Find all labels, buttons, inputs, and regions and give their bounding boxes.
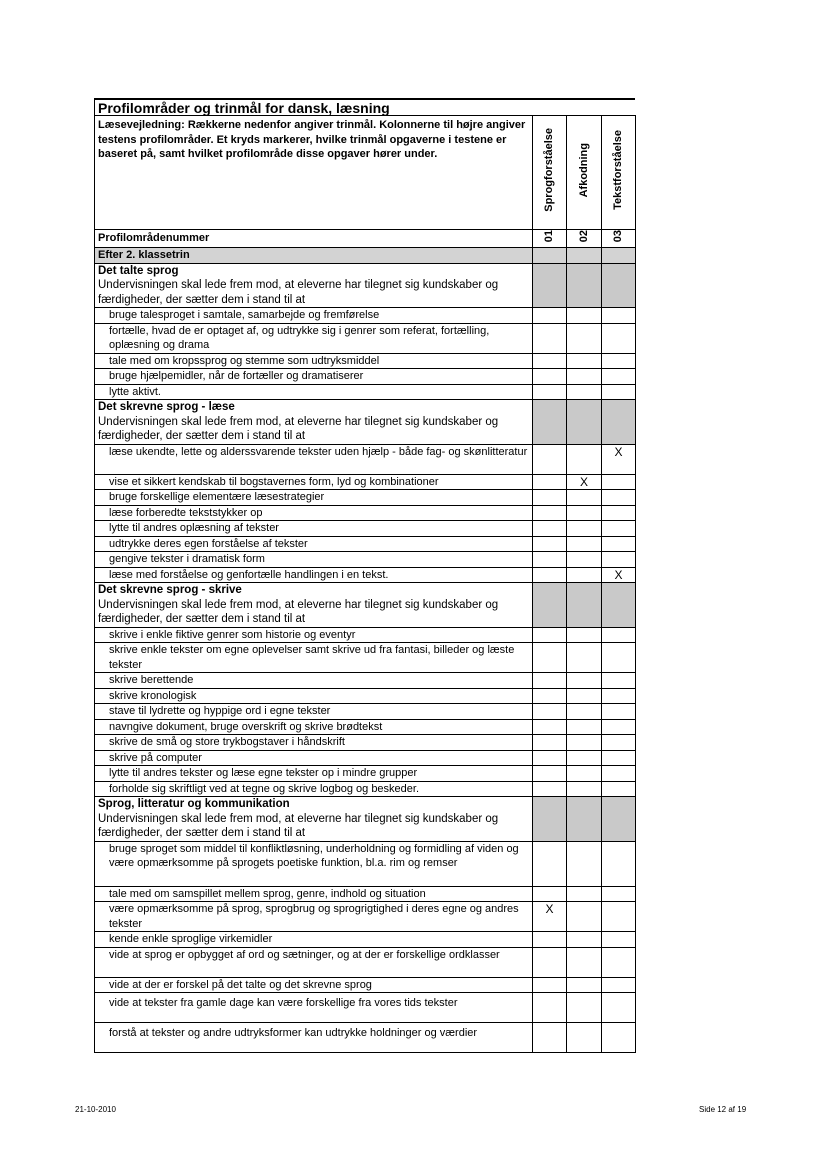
goal-text: være opmærksomme på sprog, sprogbrug og sprogrigtighed i deres egne og andres tekster <box>95 902 533 932</box>
section-title-cell <box>95 263 533 308</box>
mark-cell <box>533 766 567 782</box>
mark-cell <box>602 781 636 797</box>
mark-cell <box>567 766 602 782</box>
shaded-cell <box>533 263 567 308</box>
mark-cell <box>602 369 636 385</box>
mark-cell <box>533 993 567 1023</box>
mark-cell <box>533 1023 567 1053</box>
reading-guide: Læsevejledning: Rækkerne nedenfor angiver trinmål. Kolonnerne til højre angiver testens profilområder. Et kryds markerer, hvilke trinmål opgaverne i testene er baseret på, samt hvilket profilområde disse opgaver hører under. <box>95 116 533 230</box>
column-header-sprogforstaaelse: Sprogforståelse <box>533 116 567 230</box>
mark-cell <box>567 841 602 886</box>
shaded-cell <box>533 583 567 628</box>
mark-cell <box>602 353 636 369</box>
section-intro: Undervisningen skal lede frem mod, at eleverne har tilegnet sig kundskaber og færdigheder, der sætter dem i stand til at <box>98 598 499 625</box>
goal-row <box>95 1023 636 1053</box>
mark-cell <box>602 841 636 886</box>
mark-cell <box>567 902 602 932</box>
goal-text: vise et sikkert kendskab til bogstavernes form, lyd og kombinationer <box>95 474 533 490</box>
goal-text: skrive de små og store trykbogstaver i håndskrift <box>95 735 533 751</box>
mark-cell <box>567 567 602 583</box>
mark-cell <box>533 719 567 735</box>
mark-cell <box>602 719 636 735</box>
goal-text: tale med om kropssprog og stemme som udtryksmiddel <box>95 353 533 369</box>
mark-cell <box>602 627 636 643</box>
goal-text: skrive på computer <box>95 750 533 766</box>
goal-row <box>95 719 636 735</box>
section-name: Det skrevne sprog - læse <box>98 401 235 413</box>
mark-cell <box>567 735 602 751</box>
goal-text: kende enkle sproglige virkemidler <box>95 932 533 948</box>
goal-row <box>95 567 636 583</box>
mark-cell <box>567 688 602 704</box>
goal-row <box>95 627 636 643</box>
goal-text: læse med forståelse og genfortælle handlingen i en tekst. <box>95 567 533 583</box>
section-intro: Undervisningen skal lede frem mod, at eleverne har tilegnet sig kundskaber og færdigheder, der sætter dem i stand til at <box>98 812 499 839</box>
mark-cell <box>567 627 602 643</box>
shaded-cell <box>533 797 567 842</box>
column-number-03: 03 <box>602 230 636 248</box>
mark-cell <box>567 704 602 720</box>
mark-cell <box>533 474 567 490</box>
mark-cell <box>533 750 567 766</box>
mark-cell <box>567 384 602 400</box>
goal-row <box>95 673 636 689</box>
mark-cell <box>602 552 636 568</box>
shaded-cell <box>602 263 636 308</box>
goal-text: skrive berettende <box>95 673 533 689</box>
section-intro: Undervisningen skal lede frem mod, at eleverne har tilegnet sig kundskaber og færdigheder, der sætter dem i stand til at <box>98 415 499 442</box>
column-number-01: 01 <box>533 230 567 248</box>
goal-text: lytte aktivt. <box>95 384 533 400</box>
mark-cell <box>533 688 567 704</box>
mark-cell <box>602 977 636 993</box>
mark-cell <box>567 308 602 324</box>
goal-text: vide at sprog er opbygget af ord og sætninger, og at der er forskellige ordklasser <box>95 947 533 977</box>
mark-cell <box>567 993 602 1023</box>
mark-cell <box>533 490 567 506</box>
mark-cell <box>533 886 567 902</box>
mark-cell <box>567 490 602 506</box>
goal-row <box>95 369 636 385</box>
goal-row <box>95 444 636 474</box>
goal-text: navngive dokument, bruge overskrift og skrive brødtekst <box>95 719 533 735</box>
column-header-tekstforstaaelse: Tekstforståelse <box>602 116 636 230</box>
mark-cell <box>602 490 636 506</box>
mark-cell <box>533 977 567 993</box>
section-header <box>95 263 636 308</box>
mark-cell <box>533 781 567 797</box>
goal-row <box>95 490 636 506</box>
goal-text: bruge talesproget i samtale, samarbejde og fremførelse <box>95 308 533 324</box>
mark-cell <box>533 932 567 948</box>
goal-text: skrive i enkle fiktive genrer som historie og eventyr <box>95 627 533 643</box>
goal-row <box>95 735 636 751</box>
goal-row <box>95 536 636 552</box>
shaded-cell <box>567 797 602 842</box>
shaded-cell <box>602 797 636 842</box>
mark-cell: X <box>602 444 636 474</box>
mark-cell <box>567 781 602 797</box>
mark-cell <box>567 505 602 521</box>
goal-row <box>95 552 636 568</box>
mark-cell <box>533 947 567 977</box>
footer-date: 21-10-2010 <box>75 1105 116 1114</box>
mark-cell <box>602 750 636 766</box>
mark-cell <box>602 902 636 932</box>
grade-row <box>95 248 636 264</box>
goal-row <box>95 977 636 993</box>
goal-row <box>95 947 636 977</box>
section-name: Det skrevne sprog - skrive <box>98 584 242 596</box>
mark-cell <box>533 536 567 552</box>
page-title: Profilområder og trinmål for dansk, læsning <box>94 98 635 115</box>
mark-cell <box>602 993 636 1023</box>
goal-row <box>95 323 636 353</box>
goal-text: bruge hjælpemidler, når de fortæller og dramatiserer <box>95 369 533 385</box>
goal-text: bruge sproget som middel til konfliktløsning, underholdning og formidling af viden og være opmærksomme på sprogets poetiske funktion, bl.a. rim og remser <box>95 841 533 886</box>
mark-cell <box>602 323 636 353</box>
section-intro: Undervisningen skal lede frem mod, at eleverne har tilegnet sig kundskaber og færdigheder, der sætter dem i stand til at <box>98 279 499 306</box>
mark-cell <box>567 444 602 474</box>
mark-cell <box>533 673 567 689</box>
goal-text: skrive kronologisk <box>95 688 533 704</box>
section-title-cell <box>95 583 533 628</box>
mark-cell: X <box>567 474 602 490</box>
goal-row <box>95 781 636 797</box>
mark-cell <box>533 323 567 353</box>
mark-cell <box>567 886 602 902</box>
mark-cell <box>567 643 602 673</box>
number-row-label: Profilområdenummer <box>95 230 533 248</box>
shaded-cell <box>567 583 602 628</box>
mark-cell <box>567 353 602 369</box>
mark-cell <box>567 552 602 568</box>
mark-cell <box>533 353 567 369</box>
mark-cell <box>602 688 636 704</box>
section-name: Det talte sprog <box>98 264 179 277</box>
number-row <box>95 230 636 248</box>
mark-cell <box>567 673 602 689</box>
goal-row <box>95 353 636 369</box>
goal-text: lytte til andres tekster og læse egne tekster op i mindre grupper <box>95 766 533 782</box>
mark-cell <box>567 750 602 766</box>
mark-cell <box>533 505 567 521</box>
section-title-cell <box>95 797 533 842</box>
shaded-cell <box>533 400 567 445</box>
goal-text: stave til lydrette og hyppige ord i egne tekster <box>95 704 533 720</box>
mark-cell <box>533 369 567 385</box>
footer-page-number: Side 12 af 19 <box>699 1105 747 1114</box>
goal-row <box>95 474 636 490</box>
mark-cell <box>602 766 636 782</box>
shaded-cell <box>567 263 602 308</box>
goal-row <box>95 902 636 932</box>
goal-row <box>95 993 636 1023</box>
section-header <box>95 400 636 445</box>
goal-text: forholde sig skriftligt ved at tegne og skrive logbog og beskeder. <box>95 781 533 797</box>
mark-cell <box>602 673 636 689</box>
mark-cell <box>567 323 602 353</box>
mark-cell <box>533 384 567 400</box>
mark-cell <box>533 704 567 720</box>
mark-cell <box>533 627 567 643</box>
profile-table <box>94 115 636 1053</box>
goal-text: tale med om samspillet mellem sprog, genre, indhold og situation <box>95 886 533 902</box>
goal-row <box>95 841 636 886</box>
mark-cell <box>533 552 567 568</box>
mark-cell <box>602 384 636 400</box>
mark-cell <box>533 308 567 324</box>
goal-row <box>95 750 636 766</box>
goal-text: udtrykke deres egen forståelse af tekster <box>95 536 533 552</box>
goal-row <box>95 688 636 704</box>
goal-text: fortælle, hvad de er optaget af, og udtrykke sig i genrer som referat, fortælling, oplæsning og drama <box>95 323 533 353</box>
column-number-02: 02 <box>567 230 602 248</box>
goal-row <box>95 521 636 537</box>
section-title-cell <box>95 400 533 445</box>
grade-label: Efter 2. klassetrin <box>95 248 533 264</box>
mark-cell <box>602 947 636 977</box>
mark-cell <box>602 474 636 490</box>
goal-row <box>95 384 636 400</box>
mark-cell <box>533 444 567 474</box>
goal-text: læse ukendte, lette og alderssvarende tekster uden hjælp - både fag- og skønlitteratur <box>95 444 533 474</box>
shaded-cell <box>602 400 636 445</box>
goal-row <box>95 932 636 948</box>
mark-cell <box>602 505 636 521</box>
mark-cell <box>602 932 636 948</box>
goal-text: gengive tekster i dramatisk form <box>95 552 533 568</box>
goal-row <box>95 766 636 782</box>
mark-cell <box>533 567 567 583</box>
goal-text: vide at der er forskel på det talte og det skrevne sprog <box>95 977 533 993</box>
section-header <box>95 797 636 842</box>
mark-cell <box>567 521 602 537</box>
mark-cell <box>602 521 636 537</box>
mark-cell <box>602 308 636 324</box>
goal-row <box>95 505 636 521</box>
mark-cell <box>533 643 567 673</box>
mark-cell: X <box>602 567 636 583</box>
section-header <box>95 583 636 628</box>
mark-cell <box>533 735 567 751</box>
mark-cell <box>567 719 602 735</box>
mark-cell <box>602 536 636 552</box>
goal-row <box>95 643 636 673</box>
profile-table-container <box>94 98 635 1053</box>
goal-row <box>95 886 636 902</box>
mark-cell <box>602 704 636 720</box>
mark-cell <box>567 932 602 948</box>
mark-cell: X <box>533 902 567 932</box>
mark-cell <box>602 643 636 673</box>
mark-cell <box>567 1023 602 1053</box>
goal-text: forstå at tekster og andre udtryksformer kan udtrykke holdninger og værdier <box>95 1023 533 1053</box>
mark-cell <box>567 977 602 993</box>
goal-text: lytte til andres oplæsning af tekster <box>95 521 533 537</box>
mark-cell <box>602 735 636 751</box>
goal-row <box>95 308 636 324</box>
goal-text: bruge forskellige elementære læsestrategier <box>95 490 533 506</box>
section-name: Sprog, litteratur og kommunikation <box>98 798 290 810</box>
column-header-afkodning: Afkodning <box>567 116 602 230</box>
shaded-cell <box>602 583 636 628</box>
goal-text: skrive enkle tekster om egne oplevelser samt skrive ud fra fantasi, billeder og læste tekster <box>95 643 533 673</box>
mark-cell <box>602 1023 636 1053</box>
mark-cell <box>567 536 602 552</box>
mark-cell <box>533 841 567 886</box>
mark-cell <box>602 886 636 902</box>
mark-cell <box>567 369 602 385</box>
goal-text: læse forberedte tekststykker op <box>95 505 533 521</box>
guide-row <box>95 116 636 230</box>
goal-text: vide at tekster fra gamle dage kan være forskellige fra vores tids tekster <box>95 993 533 1023</box>
shaded-cell <box>567 400 602 445</box>
goal-row <box>95 704 636 720</box>
mark-cell <box>533 521 567 537</box>
mark-cell <box>567 947 602 977</box>
